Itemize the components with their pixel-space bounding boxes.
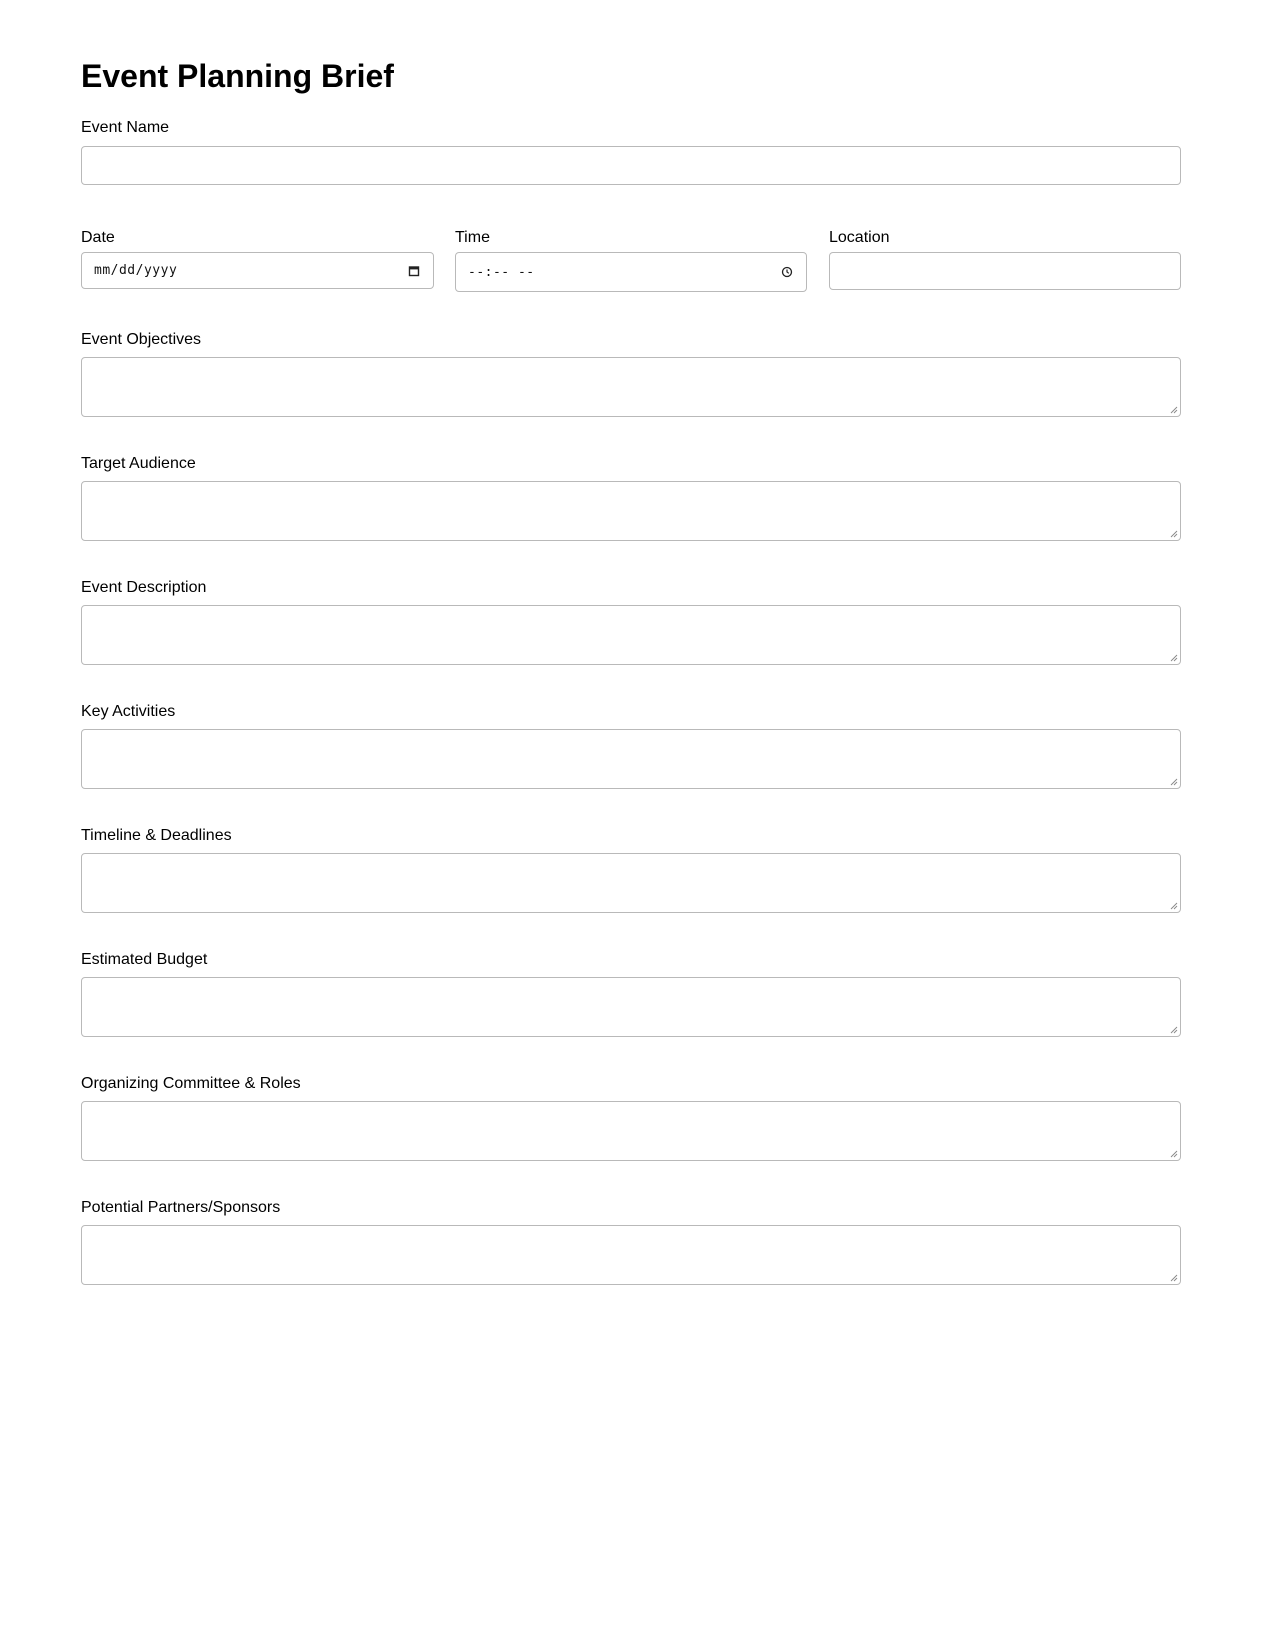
time-input[interactable] <box>455 252 807 292</box>
event-description-textarea[interactable] <box>81 605 1181 665</box>
estimated-budget-textarea[interactable] <box>81 977 1181 1037</box>
key-activities-textarea[interactable] <box>81 729 1181 789</box>
event-description-group <box>81 578 1181 597</box>
potential-partners-textarea[interactable] <box>81 1225 1181 1285</box>
event-name-label: Event Name <box>81 119 170 136</box>
estimated-budget-label: Estimated Budget <box>81 951 208 968</box>
organizing-committee-textarea[interactable] <box>81 1101 1181 1161</box>
clock-icon[interactable] <box>780 265 794 279</box>
resize-handle-icon[interactable] <box>1170 654 1178 662</box>
event-objectives-group <box>81 330 1181 349</box>
resize-handle-icon[interactable] <box>1170 1026 1178 1034</box>
resize-handle-icon[interactable] <box>1170 1150 1178 1158</box>
target-audience-label: Target Audience <box>81 455 196 472</box>
timeline-deadlines-label: Timeline & Deadlines <box>81 827 232 844</box>
organizing-committee-group <box>81 1074 1181 1093</box>
timeline-deadlines-textarea[interactable] <box>81 853 1181 913</box>
location-label: Location <box>829 229 890 246</box>
event-description-label: Event Description <box>81 579 207 596</box>
resize-handle-icon[interactable] <box>1170 778 1178 786</box>
location-group <box>829 228 1181 247</box>
key-activities-label: Key Activities <box>81 703 176 720</box>
timeline-deadlines-group <box>81 826 1181 845</box>
resize-handle-icon[interactable] <box>1170 530 1178 538</box>
calendar-icon[interactable] <box>407 264 421 278</box>
event-name-input[interactable] <box>81 146 1181 185</box>
date-placeholder: mm/dd/yyyy <box>94 263 178 278</box>
date-label: Date <box>81 229 115 246</box>
target-audience-textarea[interactable] <box>81 481 1181 541</box>
date-input[interactable] <box>81 252 434 289</box>
organizing-committee-label: Organizing Committee & Roles <box>81 1075 301 1092</box>
resize-handle-icon[interactable] <box>1170 902 1178 910</box>
time-group <box>455 228 808 280</box>
event-name-group <box>81 118 1181 137</box>
key-activities-group <box>81 702 1181 721</box>
resize-handle-icon[interactable] <box>1170 406 1178 414</box>
potential-partners-label: Potential Partners/Sponsors <box>81 1199 281 1216</box>
event-objectives-label: Event Objectives <box>81 331 202 348</box>
potential-partners-group <box>81 1198 1181 1217</box>
resize-handle-icon[interactable] <box>1170 1274 1178 1282</box>
time-placeholder: --:-- -- <box>468 264 535 280</box>
page-title: Event Planning Brief <box>81 58 394 94</box>
time-label: Time <box>455 229 490 246</box>
date-group <box>81 228 434 278</box>
target-audience-group <box>81 454 1181 473</box>
event-objectives-textarea[interactable] <box>81 357 1181 417</box>
location-input[interactable] <box>829 252 1181 290</box>
estimated-budget-group <box>81 950 1181 969</box>
